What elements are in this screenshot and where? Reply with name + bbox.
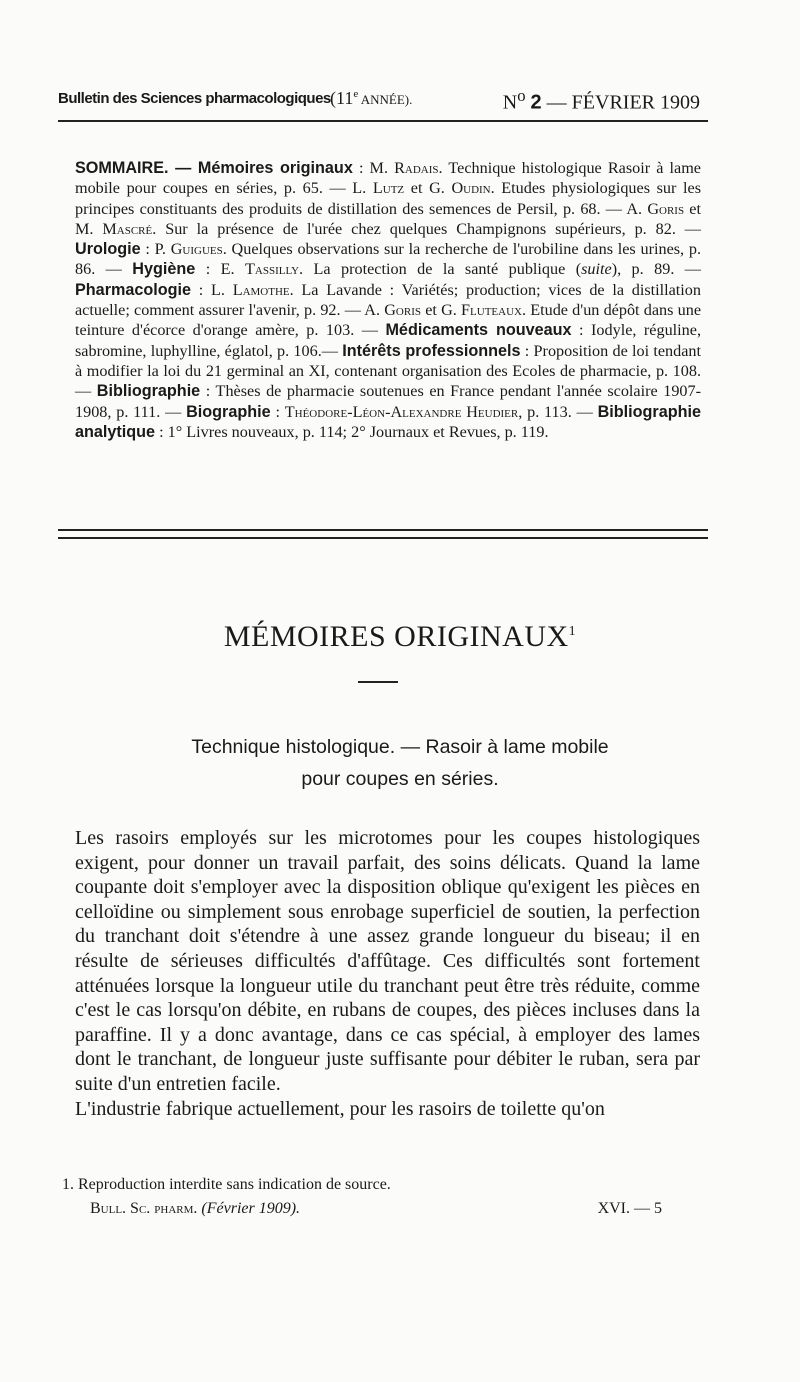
toc-text: ), p. 89. — <box>611 260 701 279</box>
toc-text: . Etude d'un dépôt dans une teinture d'écorce d'orange amère, p. 103. — <box>75 301 702 340</box>
toc-author: Mascré <box>102 219 153 238</box>
toc-author: Tassilly <box>245 260 300 279</box>
toc-section: Médicaments nouveaux <box>385 321 572 340</box>
journal-title: Bulletin des Sciences pharmacologiques <box>58 90 331 107</box>
toc-text: : Proposition de loi tendant à modifier la loi du 21 germinal an XI, contenant organisation des Ecoles de pharmacie, p. 108. — <box>75 341 701 401</box>
article-title-line2: pour coupes en séries. <box>301 768 499 790</box>
toc-author: Théodore-Léon-Alexandre Heudier <box>284 402 519 421</box>
toc-text: , p. 113. — <box>518 402 598 421</box>
toc-text: et G. <box>404 179 452 198</box>
running-header <box>58 84 708 116</box>
year-superscript: e <box>353 88 359 100</box>
page-footer <box>90 1200 690 1218</box>
toc-text: : 1° Livres nouveaux, p. 114; 2° Journaux et Revues, p. 119. <box>155 422 549 441</box>
table-of-contents <box>75 158 701 442</box>
paragraph: L'industrie fabrique actuellement, pour les rasoirs de toilette qu'on <box>75 1097 605 1120</box>
header-rule <box>58 120 708 122</box>
toc-author: Lamothe <box>232 280 290 299</box>
toc-author: Goris <box>647 199 685 218</box>
toc-text: . La protection de la santé publique ( <box>299 260 582 279</box>
citation-journal: Bull. Sc. pharm. <box>90 1200 198 1217</box>
toc-text: : E. <box>195 260 246 279</box>
section-title <box>0 620 800 654</box>
toc-text: : Thèses de pharmacie soutenues en France pendant l'année scolaire 1907-1908, p. 111. — <box>75 382 702 421</box>
toc-section: Urologie <box>75 240 141 259</box>
toc-text: : L. <box>191 280 233 299</box>
signature-mark: XVI. — 5 <box>597 1200 662 1217</box>
article-body <box>75 826 700 1121</box>
toc-text: : Iodyle, réguline, sabromine, luphylline, églatol, p. 106.— <box>75 321 702 360</box>
toc-text: . La Lavande : Variétés; production; vices de la distillation actuelle; comment assurer l'avenir, p. 92. — A. <box>75 280 701 320</box>
toc-text: . Quelques observations sur la recherche de l'urobiline dans les urines, p. 86. — <box>75 240 701 279</box>
toc-section: Intérêts professionnels <box>342 341 521 360</box>
toc-section: Bibliographie analytique <box>75 402 701 441</box>
toc-section: Pharmacologie <box>75 280 192 299</box>
toc-author: Oudin <box>451 179 491 198</box>
toc-text: et G. <box>420 301 462 320</box>
toc-section: Hygiène <box>132 260 196 279</box>
toc-section: Bibliographie <box>96 382 201 401</box>
year-word: ANNÉE). <box>358 92 413 107</box>
citation-date: (Février 1909). <box>201 1200 301 1217</box>
toc-italic: suite <box>581 260 612 279</box>
toc-section: Biographie <box>186 402 271 421</box>
issue-info <box>503 86 700 115</box>
divider-rule-top <box>58 529 708 531</box>
article-title-line1: Technique histologique. — Rasoir à lame mobile <box>191 736 609 758</box>
paragraph: Les rasoirs employés sur les microtomes pour les coupes histologiques exigent, pour donner un travail parfait, des soins délicats. Quand la lame coupante doit s'employer avec la disposition oblique qu'exigent les pièces en celloïdine ou simplement sous enrobage superficiel de soutien, la perfection du tranchant doit s'étendre à une assez grande longueur du biseau; il en résulte de sérieuses difficultés d'affûtage. Ces difficultés sont fortement atténuées lorsque la longueur utile du tranchant peut être très réduite, comme c'est le cas lorsqu'on débite, en rubans de coupes, des pièces incluses dans la paraffine. Il y a donc avantage, dans ce cas spécial, à employer des lames dont le tranchant, de longueur juste suffisante pour débiter le ruban, sera par suite d'un entretien facile. <box>75 827 700 1095</box>
year-number: (11 <box>330 88 354 108</box>
toc-text: : P. <box>140 240 171 259</box>
toc-author: Radais <box>394 159 439 177</box>
toc-text: . Etudes physiologiques sur les principes constituants des produits de distillation des semences de Persil, p. 68. — A. <box>75 179 702 218</box>
issue-date: — FÉVRIER 1909 <box>546 91 700 114</box>
title-ornament-rule <box>358 681 398 683</box>
toc-text: . Sur la présence de l'urée chez quelques Champignons supérieurs, p. 82. — <box>152 219 701 238</box>
toc-author: Fluteaux <box>461 301 522 320</box>
section-title-text: MÉMOIRES ORIGINAUX <box>223 620 569 653</box>
divider-rule-bottom <box>58 537 708 539</box>
issue-prefix: N <box>502 91 518 114</box>
toc-text: : <box>270 402 285 421</box>
toc-author: Lutz <box>372 179 405 198</box>
issue-number: 2 <box>530 91 542 114</box>
toc-author: Guigues <box>170 240 223 259</box>
footnote-marker: 1 <box>568 624 577 639</box>
toc-text: et M. <box>75 199 701 238</box>
toc-text: : M. <box>352 159 395 177</box>
volume-year <box>330 88 412 109</box>
footnote: 1. Reproduction interdite sans indication de source. <box>62 1176 391 1193</box>
toc-author: Goris <box>384 301 421 320</box>
issue-superscript: o <box>517 86 526 105</box>
toc-heading: SOMMAIRE. — Mémoires originaux <box>75 159 353 177</box>
toc-text: . Technique histologique Rasoir à lame mobile pour coupes en séries, p. 65. — L. <box>75 159 701 198</box>
